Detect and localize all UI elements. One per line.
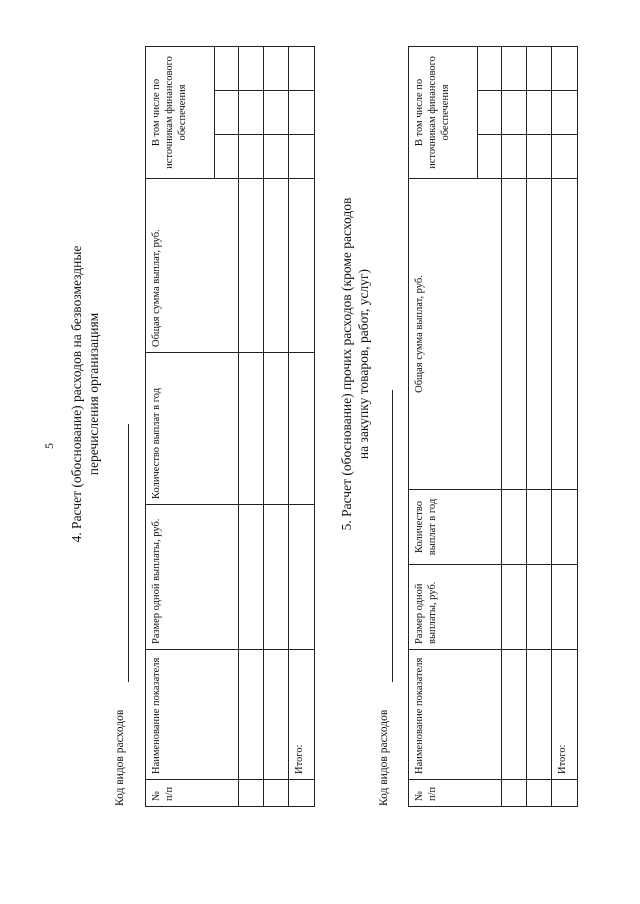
- cell[interactable]: [502, 179, 527, 490]
- section5-code-label: Код видов расходов: [378, 709, 390, 806]
- section4-table: [145, 46, 315, 807]
- cell[interactable]: [264, 780, 289, 807]
- section4-col-num: № п/п: [146, 780, 239, 807]
- section5-header-row: [409, 46, 478, 806]
- section5-col-total: Общая сумма выплат, руб.: [409, 179, 502, 490]
- cell[interactable]: [264, 505, 289, 650]
- cell[interactable]: [289, 179, 315, 353]
- section4-col-name: Наименование показателя: [146, 650, 239, 780]
- section5-title-line1: 5. Расчет (обоснование) прочих расходов (кроме расходов: [339, 197, 354, 531]
- section4-title: [68, 104, 102, 684]
- table-row: [527, 46, 552, 806]
- cell[interactable]: [527, 46, 552, 90]
- cell[interactable]: [264, 135, 289, 179]
- cell[interactable]: [239, 91, 264, 135]
- cell: [289, 780, 315, 807]
- cell[interactable]: [502, 650, 527, 780]
- section4-source-1[interactable]: [215, 135, 239, 179]
- cell[interactable]: [552, 91, 578, 135]
- cell[interactable]: [527, 780, 552, 807]
- cell[interactable]: [502, 565, 527, 650]
- cell[interactable]: [552, 179, 578, 490]
- cell[interactable]: [264, 91, 289, 135]
- section4-col-sources: В том числе по источникам финансового обеспечения: [146, 46, 215, 178]
- section5-source-3[interactable]: [478, 46, 502, 90]
- cell[interactable]: [264, 650, 289, 780]
- cell[interactable]: [239, 353, 264, 505]
- cell[interactable]: [239, 179, 264, 353]
- cell[interactable]: [289, 135, 315, 179]
- section4-source-3[interactable]: [215, 46, 239, 90]
- cell[interactable]: [527, 91, 552, 135]
- cell[interactable]: [239, 650, 264, 780]
- cell[interactable]: [527, 650, 552, 780]
- section4-title-line2: перечисления организациям: [86, 312, 101, 476]
- cell[interactable]: [527, 565, 552, 650]
- cell[interactable]: [289, 91, 315, 135]
- section5-title: [338, 64, 372, 664]
- table-row: [502, 46, 527, 806]
- cell: [552, 780, 578, 807]
- section5-col-count: Количество выплат в год: [409, 490, 502, 565]
- section5-code-field[interactable]: [392, 390, 393, 682]
- section5-col-name: Наименование показателя: [409, 650, 502, 780]
- section5-source-1[interactable]: [478, 135, 502, 179]
- cell[interactable]: [264, 179, 289, 353]
- cell[interactable]: [239, 46, 264, 90]
- section4-header-row: [146, 46, 215, 806]
- cell[interactable]: [289, 46, 315, 90]
- cell[interactable]: [502, 91, 527, 135]
- cell[interactable]: [552, 46, 578, 90]
- cell[interactable]: [552, 490, 578, 565]
- cell[interactable]: [239, 135, 264, 179]
- cell[interactable]: [264, 353, 289, 505]
- cell[interactable]: [502, 490, 527, 565]
- table-row: [264, 46, 289, 806]
- table-row: [239, 46, 264, 806]
- total-row: [552, 46, 578, 806]
- cell[interactable]: [502, 780, 527, 807]
- section5-source-2[interactable]: [478, 91, 502, 135]
- section5-table: [408, 46, 578, 807]
- cell[interactable]: [289, 353, 315, 505]
- section4-source-2[interactable]: [215, 91, 239, 135]
- section4-code-label: Код видов расходов: [114, 709, 126, 806]
- cell[interactable]: [239, 780, 264, 807]
- cell[interactable]: [289, 505, 315, 650]
- total-row: [289, 46, 315, 806]
- section4-col-payment: Размер одной выплаты, руб.: [146, 505, 239, 650]
- section4-title-line1: 4. Расчет (обоснование) расходов на безвозмездные: [69, 245, 84, 543]
- cell[interactable]: [502, 135, 527, 179]
- section4-total-label: Итого:: [289, 650, 315, 780]
- cell[interactable]: [552, 565, 578, 650]
- cell[interactable]: [527, 135, 552, 179]
- cell[interactable]: [239, 505, 264, 650]
- cell[interactable]: [552, 135, 578, 179]
- cell[interactable]: [502, 46, 527, 90]
- section4-col-count: Количество выплат в год: [146, 353, 239, 505]
- section5-total-label: Итого:: [552, 650, 578, 780]
- cell[interactable]: [264, 46, 289, 90]
- section5-col-sources: В том числе по источникам финансового обеспечения: [409, 46, 478, 178]
- cell[interactable]: [527, 490, 552, 565]
- page-number: 5: [42, 443, 56, 449]
- section5-col-payment: Размер одной выплаты, руб.: [409, 565, 502, 650]
- section4-col-total: Общая сумма выплат, руб.: [146, 179, 239, 353]
- section5-title-line2: на закупку товаров, работ, услуг): [356, 268, 371, 460]
- section4-code-field[interactable]: [128, 424, 129, 682]
- cell[interactable]: [527, 179, 552, 490]
- section5-col-num: № п/п: [409, 780, 502, 807]
